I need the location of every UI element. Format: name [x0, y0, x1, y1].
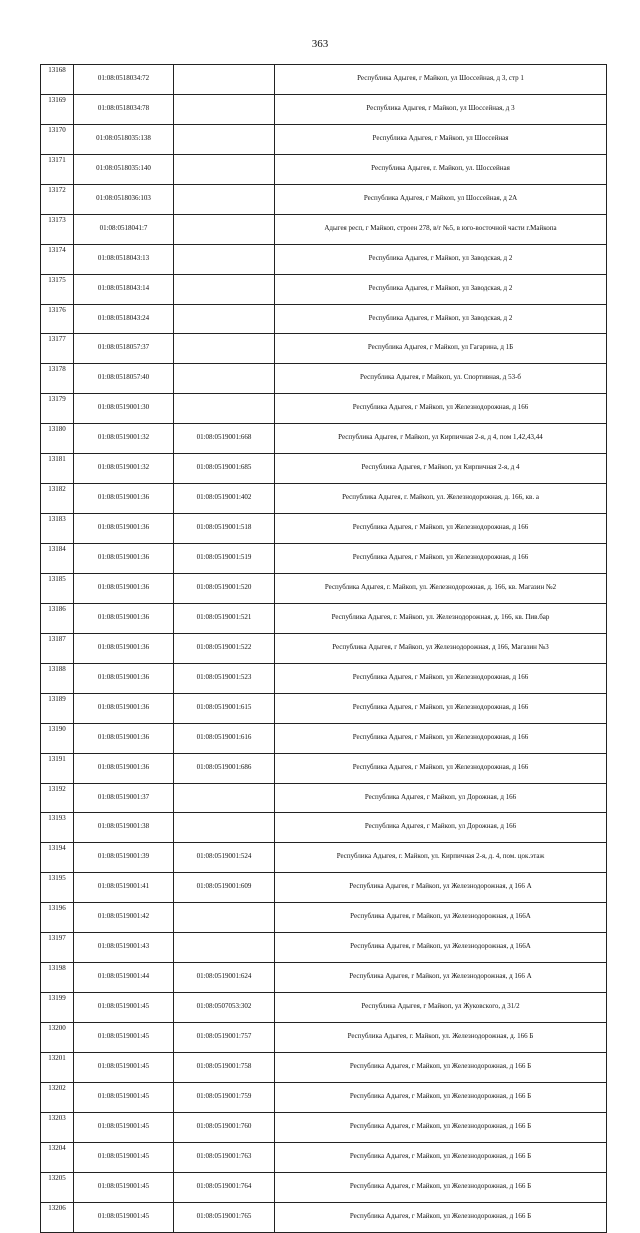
table-row: [41, 843, 607, 873]
row-number: 13203: [41, 1112, 74, 1142]
linked-cadastral-number: 01:08:0519001:523: [174, 663, 275, 693]
cadastral-number: 01:08:0519001:45: [74, 1142, 174, 1172]
address-cell: Республика Адыгея, г. Майкоп, ул. Железнодорожная, д. 166 Б: [275, 1023, 607, 1053]
linked-cadastral-number: 01:08:0519001:686: [174, 753, 275, 783]
row-number: 13201: [41, 1052, 74, 1082]
row-number: 13191: [41, 753, 74, 783]
table-row: [41, 813, 607, 843]
cadastral-number: 01:08:0519001:45: [74, 1112, 174, 1142]
address-cell: Республика Адыгея, г Майкоп, ул Шоссейная: [275, 124, 607, 154]
address-cell: Республика Адыгея, г Майкоп, ул Шоссейная, д 2А: [275, 184, 607, 214]
linked-cadastral-number: 01:08:0519001:763: [174, 1142, 275, 1172]
row-number: 13174: [41, 244, 74, 274]
table-row: [41, 723, 607, 753]
linked-cadastral-number: [174, 783, 275, 813]
table-row: [41, 1202, 607, 1232]
row-number: 13206: [41, 1202, 74, 1232]
cadastral-number: 01:08:0519001:36: [74, 633, 174, 663]
cadastral-number: 01:08:0519001:45: [74, 1202, 174, 1232]
address-cell: Республика Адыгея, г. Майкоп, ул. Железнодорожная, д. 166, кв. Магазин №2: [275, 573, 607, 603]
row-number: 13175: [41, 274, 74, 304]
row-number: 13198: [41, 963, 74, 993]
table-row: [41, 124, 607, 154]
cadastral-number: 01:08:0519001:36: [74, 544, 174, 574]
cadastral-number: 01:08:0519001:36: [74, 723, 174, 753]
linked-cadastral-number: [174, 903, 275, 933]
row-number: 13194: [41, 843, 74, 873]
table-row: [41, 633, 607, 663]
cadastral-number: 01:08:0519001:36: [74, 514, 174, 544]
linked-cadastral-number: [174, 244, 275, 274]
cadastral-number: 01:08:0519001:42: [74, 903, 174, 933]
row-number: 13190: [41, 723, 74, 753]
row-number: 13188: [41, 663, 74, 693]
cadastral-number: 01:08:0519001:37: [74, 783, 174, 813]
row-number: 13185: [41, 573, 74, 603]
row-number: 13200: [41, 1023, 74, 1053]
page-number: 363: [311, 38, 329, 50]
address-cell: Республика Адыгея, г Майкоп, ул Заводская, д 2: [275, 244, 607, 274]
address-cell: Республика Адыгея, г Майкоп, ул Железнодорожная, д 166: [275, 663, 607, 693]
cadastral-number: 01:08:0519001:32: [74, 424, 174, 454]
row-number: 13204: [41, 1142, 74, 1172]
table-row: [41, 424, 607, 454]
cadastral-number: 01:08:0518043:13: [74, 244, 174, 274]
table-row: [41, 993, 607, 1023]
table-row: [41, 573, 607, 603]
address-cell: Республика Адыгея, г Майкоп, ул Железнодорожная, д 166: [275, 753, 607, 783]
table-row: [41, 783, 607, 813]
address-cell: Республика Адыгея, г Майкоп, ул Кирпичная 2-я, д 4, пом 1,42,43,44: [275, 424, 607, 454]
row-number: 13196: [41, 903, 74, 933]
cadastral-number: 01:08:0519001:45: [74, 1052, 174, 1082]
table-row: [41, 154, 607, 184]
table-row: [41, 933, 607, 963]
cadastral-number: 01:08:0519001:41: [74, 873, 174, 903]
address-cell: Республика Адыгея, г Майкоп, ул Дорожная, д 166: [275, 783, 607, 813]
address-cell: Республика Адыгея, г Майкоп, ул Железнодорожная, д 166 Б: [275, 1202, 607, 1232]
table-row: [41, 903, 607, 933]
table-row: [41, 1052, 607, 1082]
row-number: 13181: [41, 454, 74, 484]
linked-cadastral-number: 01:08:0519001:685: [174, 454, 275, 484]
linked-cadastral-number: 01:08:0519001:765: [174, 1202, 275, 1232]
cadastral-number: 01:08:0518041:7: [74, 214, 174, 244]
cadastral-number: 01:08:0519001:44: [74, 963, 174, 993]
address-cell: Республика Адыгея, г Майкоп, ул Железнодорожная, д 166 Б: [275, 1052, 607, 1082]
address-cell: Республика Адыгея, г Майкоп, ул Железнодорожная, д 166 А: [275, 963, 607, 993]
address-cell: Республика Адыгея, г Майкоп, ул Дорожная, д 166: [275, 813, 607, 843]
linked-cadastral-number: 01:08:0519001:764: [174, 1172, 275, 1202]
table-row: [41, 244, 607, 274]
address-cell: Республика Адыгея, г Майкоп, ул Гагарина, д 1Б: [275, 334, 607, 364]
linked-cadastral-number: 01:08:0519001:609: [174, 873, 275, 903]
linked-cadastral-number: 01:08:0519001:521: [174, 603, 275, 633]
cadastral-number: 01:08:0519001:36: [74, 753, 174, 783]
cadastral-number: 01:08:0519001:45: [74, 993, 174, 1023]
row-number: 13168: [41, 65, 74, 95]
cadastral-number: 01:08:0518057:37: [74, 334, 174, 364]
row-number: 13184: [41, 544, 74, 574]
row-number: 13202: [41, 1082, 74, 1112]
table-row: [41, 873, 607, 903]
address-cell: Республика Адыгея, г Майкоп, ул Кирпичная 2-я, д 4: [275, 454, 607, 484]
cadastral-number: 01:08:0519001:45: [74, 1082, 174, 1112]
linked-cadastral-number: [174, 274, 275, 304]
row-number: 13193: [41, 813, 74, 843]
address-cell: Республика Адыгея, г Майкоп, ул Железнодорожная, д 166 Б: [275, 1142, 607, 1172]
table-row: [41, 963, 607, 993]
row-number: 13172: [41, 184, 74, 214]
row-number: 13199: [41, 993, 74, 1023]
linked-cadastral-number: 01:08:0519001:759: [174, 1082, 275, 1112]
cadastral-number: 01:08:0519001:45: [74, 1172, 174, 1202]
address-cell: Республика Адыгея, г Майкоп, ул. Спортивная, д 53-б: [275, 364, 607, 394]
linked-cadastral-number: 01:08:0519001:757: [174, 1023, 275, 1053]
linked-cadastral-number: 01:08:0507053:302: [174, 993, 275, 1023]
row-number: 13169: [41, 94, 74, 124]
table-row: [41, 1142, 607, 1172]
table-row: [41, 1112, 607, 1142]
cadastral-number: 01:08:0518043:14: [74, 274, 174, 304]
linked-cadastral-number: [174, 334, 275, 364]
address-cell: Республика Адыгея, г Майкоп, ул Заводская, д 2: [275, 304, 607, 334]
cadastral-number: 01:08:0519001:36: [74, 573, 174, 603]
linked-cadastral-number: 01:08:0519001:760: [174, 1112, 275, 1142]
cadastral-number: 01:08:0518034:78: [74, 94, 174, 124]
cadastral-number: 01:08:0519001:32: [74, 454, 174, 484]
row-number: 13171: [41, 154, 74, 184]
address-cell: Республика Адыгея, г Майкоп, ул Железнодорожная, д 166: [275, 544, 607, 574]
cadastral-number: 01:08:0518034:72: [74, 65, 174, 95]
row-number: 13186: [41, 603, 74, 633]
cadastral-number: 01:08:0519001:36: [74, 663, 174, 693]
address-cell: Республика Адыгея, г Майкоп, ул Заводская, д 2: [275, 274, 607, 304]
cadastral-number: 01:08:0518057:40: [74, 364, 174, 394]
linked-cadastral-number: 01:08:0519001:758: [174, 1052, 275, 1082]
table-row: [41, 94, 607, 124]
table-row: [41, 304, 607, 334]
address-cell: Республика Адыгея, г Майкоп, ул Шоссейная, д 3: [275, 94, 607, 124]
cadastral-number: 01:08:0518035:140: [74, 154, 174, 184]
address-cell: Республика Адыгея, г. Майкоп, ул. Шоссейная: [275, 154, 607, 184]
linked-cadastral-number: 01:08:0519001:520: [174, 573, 275, 603]
table-row: [41, 334, 607, 364]
linked-cadastral-number: 01:08:0519001:616: [174, 723, 275, 753]
linked-cadastral-number: [174, 124, 275, 154]
row-number: 13183: [41, 514, 74, 544]
linked-cadastral-number: 01:08:0519001:668: [174, 424, 275, 454]
linked-cadastral-number: 01:08:0519001:624: [174, 963, 275, 993]
table-row: [41, 394, 607, 424]
cadastral-number: 01:08:0519001:38: [74, 813, 174, 843]
table-row: [41, 454, 607, 484]
cadastral-number: 01:08:0518035:138: [74, 124, 174, 154]
table-row: [41, 663, 607, 693]
table-row: [41, 214, 607, 244]
registry-table: [40, 64, 607, 1233]
cadastral-number: 01:08:0519001:36: [74, 484, 174, 514]
table-row: [41, 603, 607, 633]
table-row: [41, 65, 607, 95]
row-number: 13180: [41, 424, 74, 454]
table-row: [41, 544, 607, 574]
row-number: 13192: [41, 783, 74, 813]
table-row: [41, 753, 607, 783]
row-number: 13170: [41, 124, 74, 154]
row-number: 13205: [41, 1172, 74, 1202]
table-row: [41, 693, 607, 723]
row-number: 13177: [41, 334, 74, 364]
address-cell: Республика Адыгея, г Майкоп, ул Железнодорожная, д 166: [275, 723, 607, 753]
linked-cadastral-number: [174, 94, 275, 124]
row-number: 13176: [41, 304, 74, 334]
linked-cadastral-number: [174, 184, 275, 214]
row-number: 13178: [41, 364, 74, 394]
address-cell: Республика Адыгея, г. Майкоп, ул. Железнодорожная, д. 166, кв. Пив.бар: [275, 603, 607, 633]
linked-cadastral-number: 01:08:0519001:522: [174, 633, 275, 663]
address-cell: Республика Адыгея, г Майкоп, ул Железнодорожная, д 166А: [275, 933, 607, 963]
table-row: [41, 1172, 607, 1202]
cadastral-number: 01:08:0518036:103: [74, 184, 174, 214]
linked-cadastral-number: [174, 813, 275, 843]
address-cell: Республика Адыгея, г Майкоп, ул Железнодорожная, д 166: [275, 514, 607, 544]
row-number: 13187: [41, 633, 74, 663]
table-row: [41, 364, 607, 394]
cadastral-number: 01:08:0519001:43: [74, 933, 174, 963]
linked-cadastral-number: [174, 304, 275, 334]
cadastral-number: 01:08:0519001:36: [74, 693, 174, 723]
cadastral-number: 01:08:0519001:45: [74, 1023, 174, 1053]
cadastral-number: 01:08:0519001:36: [74, 603, 174, 633]
registry-table-body: [41, 65, 607, 1233]
linked-cadastral-number: [174, 394, 275, 424]
linked-cadastral-number: 01:08:0519001:615: [174, 693, 275, 723]
table-row: [41, 514, 607, 544]
cadastral-number: 01:08:0519001:30: [74, 394, 174, 424]
address-cell: Республика Адыгея, г Майкоп, ул Жуковского, д 31/2: [275, 993, 607, 1023]
table-row: [41, 1082, 607, 1112]
row-number: 13195: [41, 873, 74, 903]
row-number: 13173: [41, 214, 74, 244]
address-cell: Республика Адыгея, г Майкоп, ул Железнодорожная, д 166А: [275, 903, 607, 933]
linked-cadastral-number: [174, 65, 275, 95]
address-cell: Республика Адыгея, г Майкоп, ул Железнодорожная, д 166 Б: [275, 1112, 607, 1142]
address-cell: Республика Адыгея, г. Майкоп, ул. Кирпичная 2-я, д. 4, пом. цок.этаж: [275, 843, 607, 873]
row-number: 13182: [41, 484, 74, 514]
linked-cadastral-number: 01:08:0519001:402: [174, 484, 275, 514]
linked-cadastral-number: 01:08:0519001:518: [174, 514, 275, 544]
row-number: 13197: [41, 933, 74, 963]
address-cell: Республика Адыгея, г Майкоп, ул Железнодорожная, д 166 А: [275, 873, 607, 903]
table-row: [41, 484, 607, 514]
linked-cadastral-number: 01:08:0519001:524: [174, 843, 275, 873]
address-cell: Республика Адыгея, г Майкоп, ул Железнодорожная, д 166: [275, 394, 607, 424]
address-cell: Адыгея респ, г Майкоп, строен 278, в/г №5, в юго-восточной части г.Майкопа: [275, 214, 607, 244]
table-row: [41, 274, 607, 304]
cadastral-number: 01:08:0518043:24: [74, 304, 174, 334]
linked-cadastral-number: 01:08:0519001:519: [174, 544, 275, 574]
table-row: [41, 1023, 607, 1053]
table-row: [41, 184, 607, 214]
cadastral-number: 01:08:0519001:39: [74, 843, 174, 873]
address-cell: Республика Адыгея, г Майкоп, ул Железнодорожная, д 166, Магазин №3: [275, 633, 607, 663]
row-number: 13189: [41, 693, 74, 723]
linked-cadastral-number: [174, 154, 275, 184]
linked-cadastral-number: [174, 364, 275, 394]
address-cell: Республика Адыгея, г. Майкоп, ул. Железнодорожная, д. 166, кв. а: [275, 484, 607, 514]
address-cell: Республика Адыгея, г Майкоп, ул Железнодорожная, д 166: [275, 693, 607, 723]
row-number: 13179: [41, 394, 74, 424]
address-cell: Республика Адыгея, г Майкоп, ул Железнодорожная, д 166 Б: [275, 1082, 607, 1112]
linked-cadastral-number: [174, 933, 275, 963]
address-cell: Республика Адыгея, г Майкоп, ул Железнодорожная, д 166 Б: [275, 1172, 607, 1202]
linked-cadastral-number: [174, 214, 275, 244]
address-cell: Республика Адыгея, г Майкоп, ул Шоссейная, д 3, стр 1: [275, 65, 607, 95]
